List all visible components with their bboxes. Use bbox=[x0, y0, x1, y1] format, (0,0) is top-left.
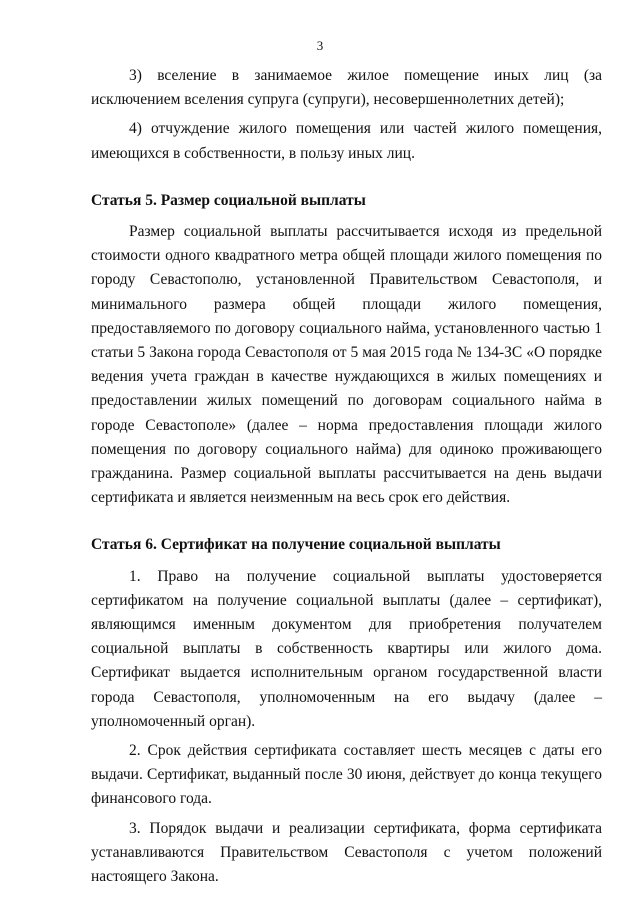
page-number: 3 bbox=[316, 38, 324, 53]
article-6-paragraph-3: 3. Порядок выдачи и реализации сертификата, форма сертификата устанавливаются Правительством Севастополя с учетом положений настоящего Закона. bbox=[91, 819, 602, 886]
article-6-paragraph-1: 1. Право на получение социальной выплаты удостоверяется сертификатом на получение социальной выплаты (далее – сертификат), являющимся именным документом для приобретения получателем социальной выплаты в собственность квартиры или жилого дома. Сертификат выдается исполнительным органом государственной власти города Севастополя, уполномоченным на его выдачу (далее – уполномоченный орган). bbox=[91, 567, 602, 730]
article-6-heading: Статья 6. Сертификат на получение социальной выплаты bbox=[91, 536, 501, 554]
list-item-3: 3) вселение в занимаемое жилое помещение иных лиц (за исключением вселения супруга (супруги), несовершеннолетних детей); bbox=[91, 67, 602, 109]
article-6-paragraph-2: 2. Срок действия сертификата составляет шесть месяцев с даты его выдачи. Сертификат, выданный после 30 июня, действует до конца текущего финансового года. bbox=[91, 742, 602, 808]
article-5-paragraph-1: Размер социальной выплаты рассчитывается исходя из предельной стоимости одного квадратного метра общей площади жилого помещения по городу Севастополю, установленной Правительством Севастополя, и минимального размера общей площади жилого помещения, предоставляемого по договору социального найма, установленного частью 1 статьи 5 Закона города Севастополя от 5 мая 2015 года № 134-ЗС «О порядке ведения учета граждан в качестве нуждающихся в жилых помещениях и предоставлении жилых помещений по договорам социального найма в городе Севастополе» (далее – норма предоставления площади жилого помещения по договору социального найма) для одиноко проживающего гражданина. Размер социальной выплаты рассчитывается на день выдачи сертификата и является неизменным на весь срок его действия. bbox=[91, 223, 602, 507]
article-5-heading: Статья 5. Размер социальной выплаты bbox=[91, 191, 366, 209]
list-item-4: 4) отчуждение жилого помещения или частей жилого помещения, имеющихся в собственности, в пользу иных лиц. bbox=[91, 120, 602, 162]
document-body bbox=[91, 64, 602, 889]
